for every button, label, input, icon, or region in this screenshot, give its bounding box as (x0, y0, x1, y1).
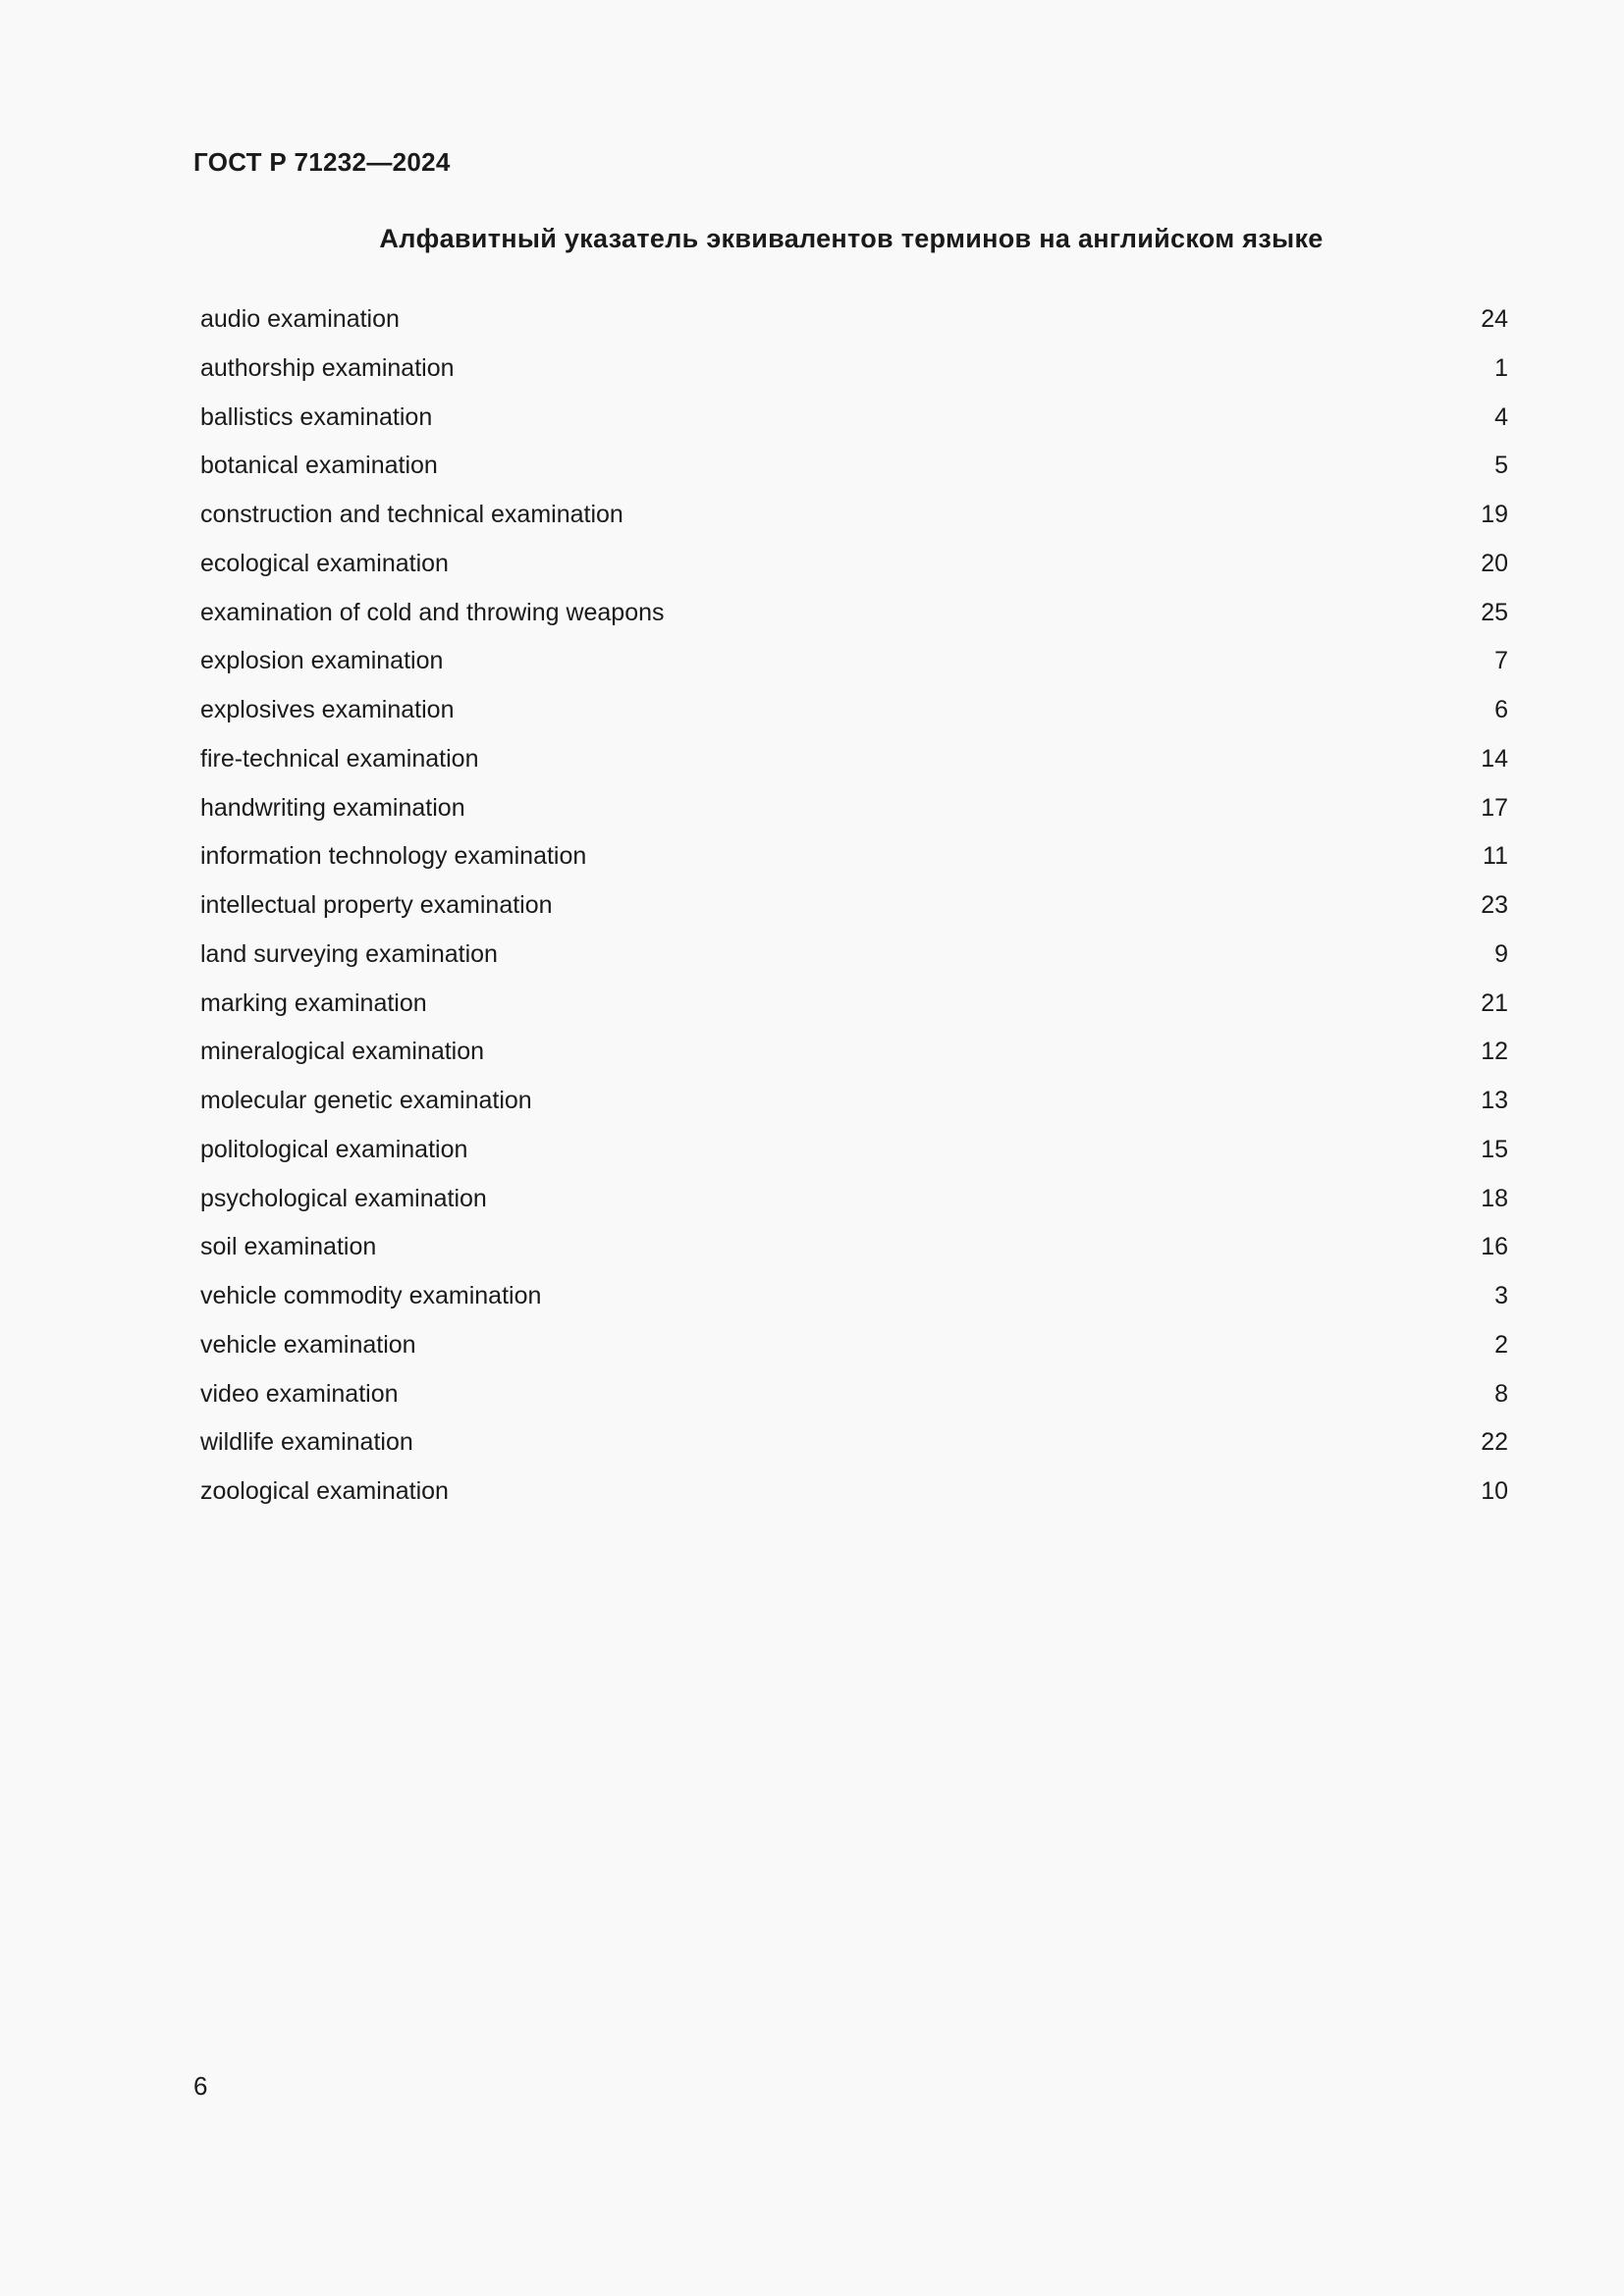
index-entry (200, 446, 1508, 495)
index-term: vehicle commodity examination (200, 1282, 542, 1309)
index-term-number: 14 (1481, 744, 1508, 773)
index-entry (200, 1130, 1508, 1179)
index-entry (200, 1325, 1508, 1374)
index-term: zoological examination (200, 1477, 449, 1505)
index-entry (200, 641, 1508, 690)
index-term: politological examination (200, 1135, 468, 1163)
index-term: molecular genetic examination (200, 1087, 532, 1114)
index-term-number: 22 (1481, 1428, 1508, 1457)
index-term-number: 11 (1483, 842, 1508, 871)
index-entry (200, 836, 1508, 885)
index-entry (200, 1081, 1508, 1130)
index-term: fire-technical examination (200, 744, 479, 773)
index-term-number: 4 (1494, 402, 1508, 431)
index-term: examination of cold and throwing weapons (200, 598, 665, 626)
index-term-number: 17 (1481, 793, 1508, 822)
index-entry (200, 788, 1508, 837)
index-term: video examination (200, 1379, 399, 1408)
index-term: information technology examination (200, 842, 587, 871)
index-term-number: 24 (1481, 305, 1508, 333)
index-entry (200, 348, 1508, 398)
index-term: explosion examination (200, 647, 444, 675)
index-entry (200, 1227, 1508, 1276)
index-term: ballistics examination (200, 402, 433, 431)
index-term: handwriting examination (200, 793, 465, 822)
index-term: ecological examination (200, 549, 449, 577)
index-term-number: 16 (1481, 1233, 1508, 1261)
index-term-number: 19 (1481, 501, 1508, 528)
index-entry (200, 1471, 1508, 1521)
index-term-number: 20 (1481, 549, 1508, 577)
index-entry (200, 495, 1508, 544)
index-term-number: 21 (1481, 988, 1508, 1017)
index-entry (200, 398, 1508, 447)
index-entry (200, 984, 1508, 1033)
index-entry (200, 1374, 1508, 1423)
term-index-list (200, 299, 1508, 1521)
index-term-number: 7 (1494, 647, 1508, 675)
index-term: psychological examination (200, 1184, 487, 1212)
index-term-number: 23 (1481, 891, 1508, 919)
index-entry (200, 299, 1508, 348)
index-term-number: 25 (1481, 598, 1508, 626)
index-term-number: 6 (1494, 696, 1508, 723)
index-term-number: 15 (1481, 1135, 1508, 1163)
index-term: land surveying examination (200, 939, 498, 968)
index-term: intellectual property examination (200, 891, 553, 919)
index-entry (200, 1276, 1508, 1325)
index-entry (200, 544, 1508, 593)
document-code: ГОСТ Р 71232—2024 (193, 147, 451, 177)
index-entry (200, 885, 1508, 934)
index-term-number: 3 (1494, 1282, 1508, 1309)
index-term-number: 18 (1481, 1184, 1508, 1212)
index-term-number: 2 (1494, 1330, 1508, 1359)
index-entry (200, 690, 1508, 739)
index-term: mineralogical examination (200, 1038, 485, 1066)
page-number: 6 (193, 2071, 208, 2101)
index-term: botanical examination (200, 452, 438, 480)
index-entry (200, 1032, 1508, 1081)
index-term-number: 1 (1494, 353, 1508, 382)
index-entry (200, 1422, 1508, 1471)
index-term: construction and technical examination (200, 501, 623, 528)
index-term: explosives examination (200, 696, 455, 723)
index-term: soil examination (200, 1233, 377, 1261)
index-term: wildlife examination (200, 1428, 413, 1457)
index-entry (200, 934, 1508, 984)
index-title: Алфавитный указатель эквивалентов терминов на английском языке (379, 224, 1324, 253)
index-entry (200, 1179, 1508, 1228)
index-term-number: 10 (1481, 1477, 1508, 1505)
index-entry (200, 739, 1508, 788)
index-term: authorship examination (200, 353, 455, 382)
index-term: audio examination (200, 305, 400, 333)
index-term-number: 8 (1494, 1379, 1508, 1408)
index-term: vehicle examination (200, 1330, 416, 1359)
index-term-number: 5 (1494, 452, 1508, 480)
index-term: marking examination (200, 988, 427, 1017)
index-term-number: 13 (1481, 1087, 1508, 1114)
index-term-number: 12 (1481, 1038, 1508, 1066)
index-term-number: 9 (1494, 939, 1508, 968)
index-entry (200, 593, 1508, 642)
